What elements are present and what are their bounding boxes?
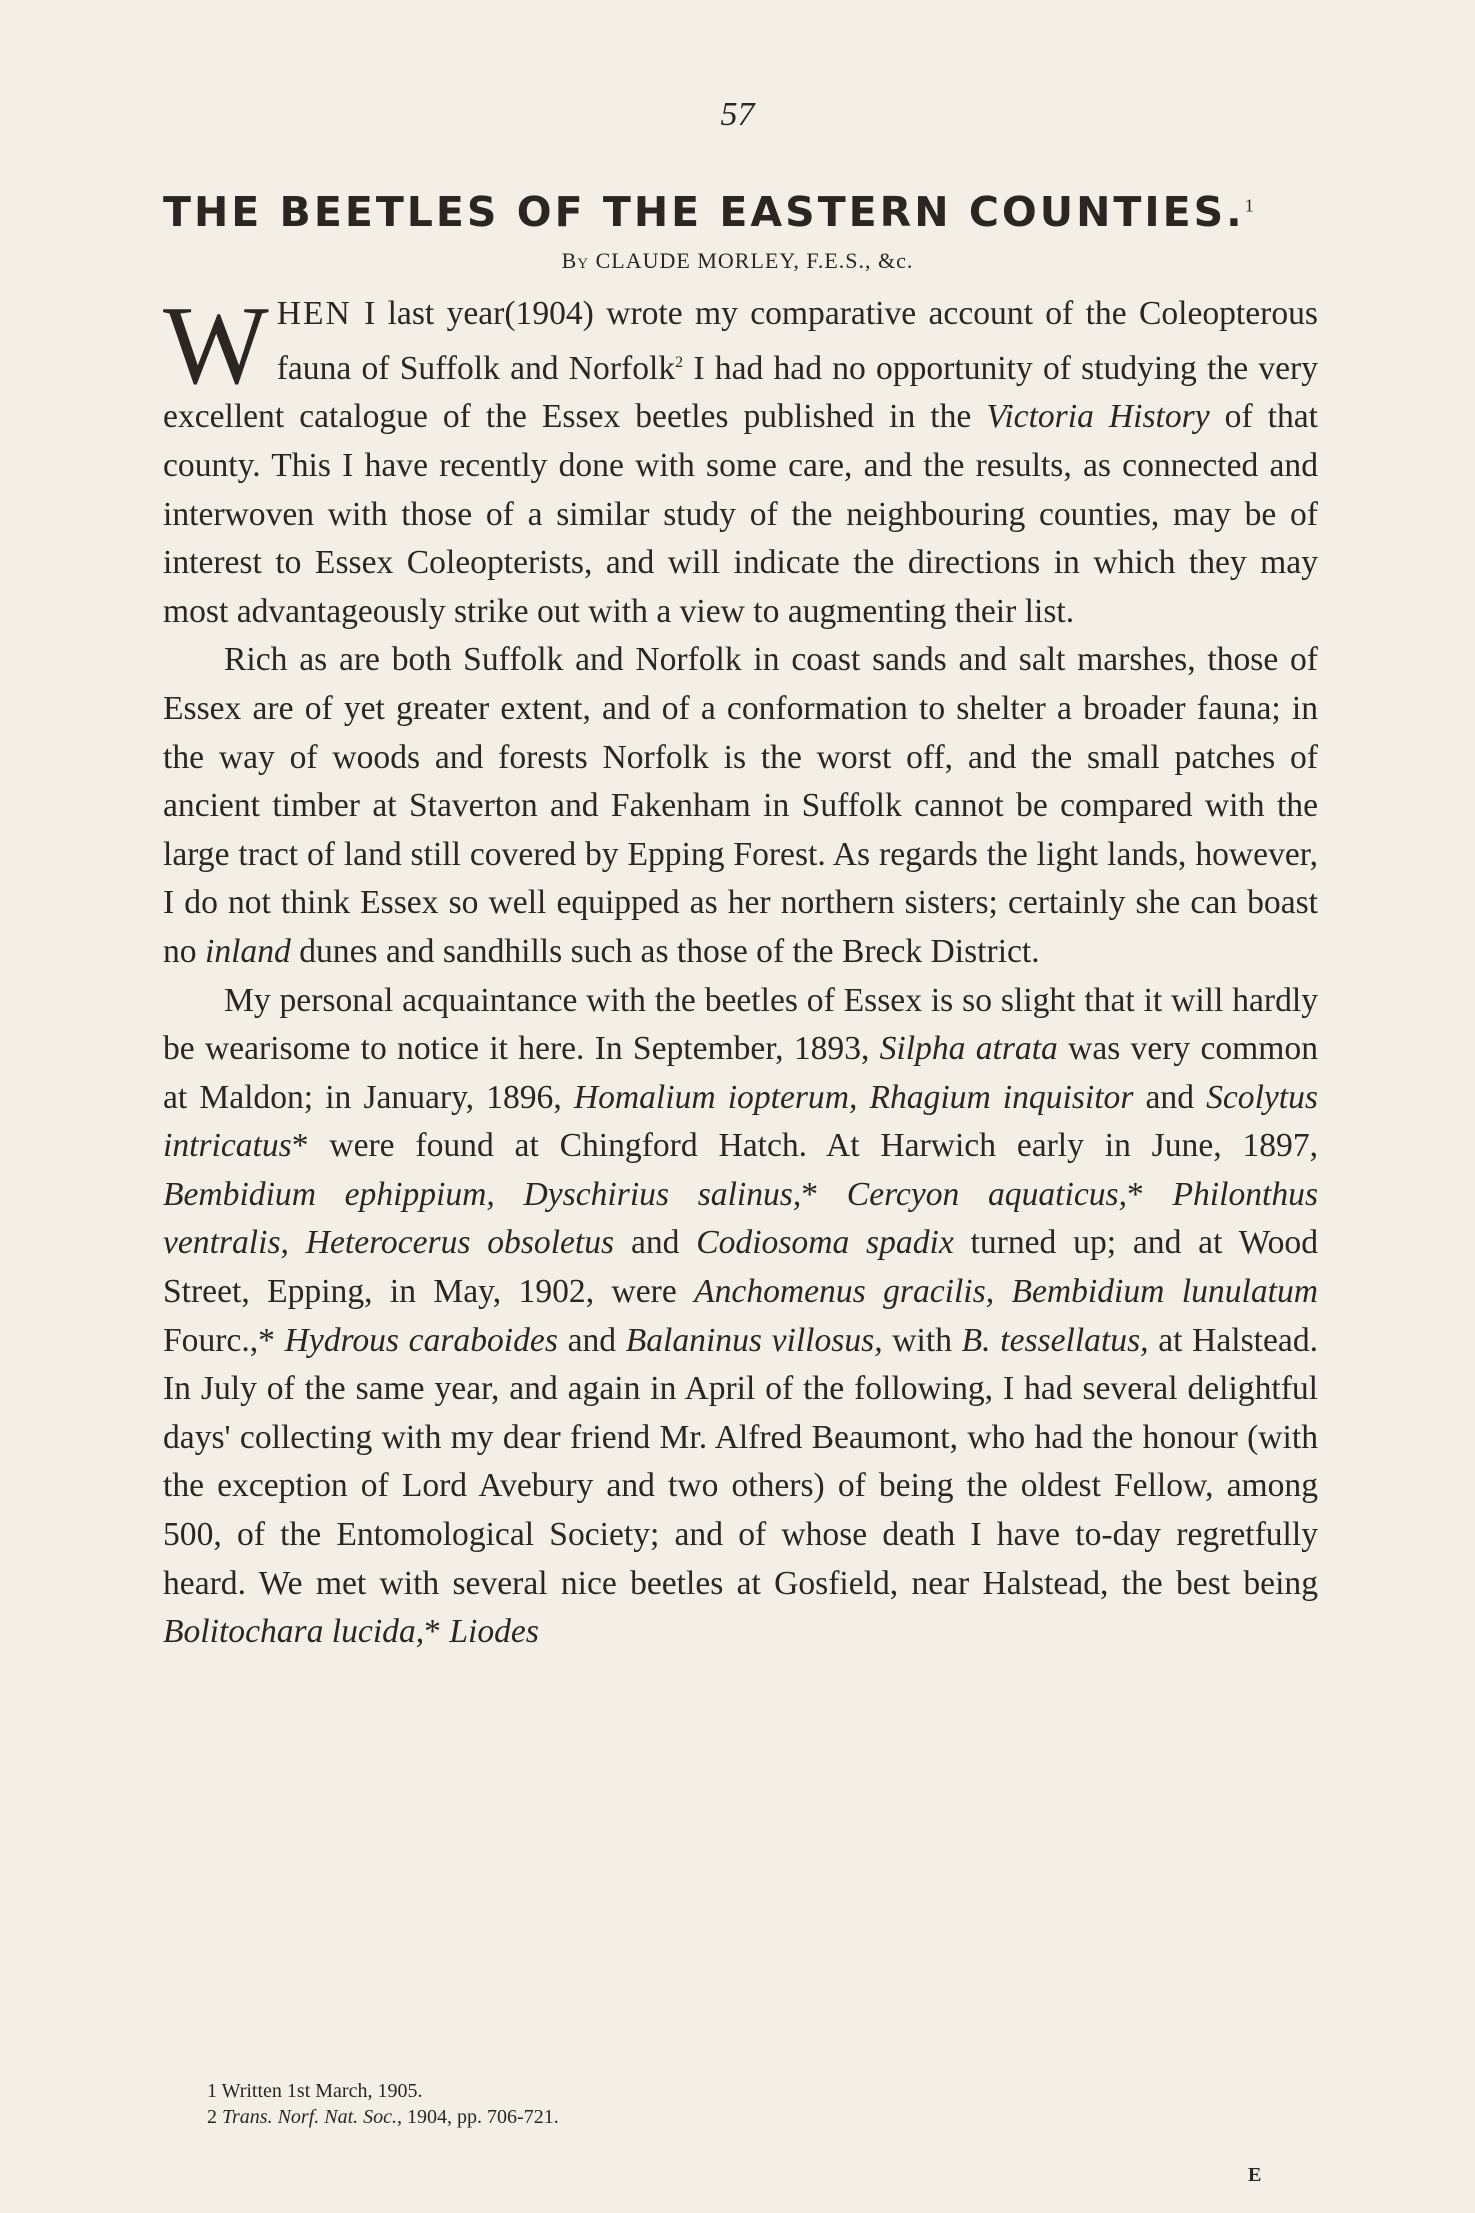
footnotes [207,2078,1107,2130]
p3-t10: and [557,1321,626,1359]
p3-t11: with [882,1321,962,1359]
paragraph-1-text-c: of that county. This I have recently done with some care, and the results, as connected and interwoven with those of a similar study of the neighbouring counties, may be of interest to Essex Coleopterists, and will indicate the directions in which they may most advantageously strike out with a view to augmenting their list. [163,398,1318,630]
paragraph-1 [163,284,1318,636]
title-footnote-mark: 1 [1244,195,1257,216]
p3-t5: * [801,1175,847,1213]
species-philonthus-heterocerus: Philonthus ventralis, Heterocerus obsoletus [163,1175,1319,1262]
paragraph-1-text-b: I had had no opportunity of studying the very excellent catalogue of the Essex beetles published in the [163,349,1318,436]
byline-author: CLAUDE MORLEY, F.E.S., &c. [595,248,914,273]
species-bolitochara: Bolitochara lucida, [163,1613,425,1651]
article-body [163,284,1319,1657]
p3-t12: at Halstead. In July of the same year, and again in April of the following, I had several delightful days' collecting with my dear friend Mr. Alfred Beaumont, who had the honour (with the exception of Lord Avebury and two others) of being the oldest Fellow, among 500, of the Entomological Society; and of whose death I have to-day regretfully heard. We met with several nice beetles at Gosfield, near Halstead, the best being [163,1321,1318,1602]
paragraph-2-text-a: Rich as are both Suffolk and Norfolk in coast sands and salt marshes, those of Essex are of yet greater extent, and of a conformation to shelter a broader fauna; in the way of woods and forests Norfolk is the worst off, and the small patches of ancient timber at Staverton and Fakenham in Suffolk cannot be compared with the large tract of land still covered by Epping Forest. As regards the light lands, however, I do not think Essex so well equipped as her northern sisters; certainly she can boast no [163,641,1318,970]
p3-t9: Fourc.,* [163,1321,285,1359]
species-balaninus: Balaninus villosus, [625,1321,883,1359]
species-hydrous: Hydrous caraboides [284,1321,558,1359]
species-liodes: Liodes [449,1613,539,1651]
species-silpha-atrata: Silpha atrata [879,1030,1058,1068]
article-title [163,188,1323,236]
paragraph-2 [163,636,1318,976]
species-homalium-rhagium: Homalium iopterum, Rhagium inquisitor [573,1078,1134,1116]
lead-in: HEN [276,295,352,332]
byline [0,248,1475,274]
drop-cap: W [163,284,269,408]
p3-t1: My personal acquaintance with the beetles of Essex is so slight that it will hardly be wearisome to notice it here. In September, 1893, [163,981,1318,1068]
p3-t4: * were found at Chingford Hatch. At Harwich early in June, 1897, [291,1127,1318,1165]
paragraph-3 [163,977,1318,1657]
footnote-2-text: 1904, pp. 706-721. [402,2106,559,2128]
paragraph-1-text-a: I last year(1904) wrote my comparative account of the Coleopterous fauna of Suffolk and Norfolk [276,295,1318,387]
species-bembidium-dyschirius: Bembidium ephippium, Dyschirius salinus, [163,1175,802,1213]
italic-inland: inland [204,932,291,970]
species-b-tessellatus: B. tessellatus, [961,1321,1149,1359]
paragraph-2-text-b: dunes and sandhills such as those of the Breck District. [290,932,1040,970]
byline-by: By [561,248,590,273]
species-anchomenus-bembidium: Anchomenus gracilis, Bembidium lunulatum [694,1273,1318,1311]
footnote-1 [207,2078,1107,2104]
footnote-2-number: 2 [207,2106,217,2128]
footnote-2 [207,2104,1107,2130]
signature-mark: E [1248,2164,1262,2186]
p3-t6: * [1126,1175,1173,1213]
footnote-2-italic: Trans. Norf. Nat. Soc., [222,2106,403,2128]
p3-t2: was very common at Maldon; in January, 1896, [163,1030,1318,1116]
species-cercyon: Cercyon aquaticus, [846,1175,1127,1213]
footnote-1-text: Written 1st March, 1905. [221,2080,423,2102]
page-number: 57 [720,96,755,133]
p3-t7: and [614,1224,697,1262]
footnote-1-number: 1 [207,2080,217,2102]
p3-t8: turned up; and at Wood Street, Epping, in May, 1902, were [163,1224,1318,1311]
species-codiosoma: Codiosoma spadix [696,1224,954,1262]
p3-t13: * [424,1613,450,1651]
article-title-text: THE BEETLES OF THE EASTERN COUNTIES. [163,188,1245,236]
species-scolytus: Scolytus intricatus [163,1078,1318,1165]
p3-t3: and [1133,1078,1207,1116]
italic-victoria-history: Victoria History [986,398,1210,436]
footnote-mark-2: 2 [675,353,684,371]
